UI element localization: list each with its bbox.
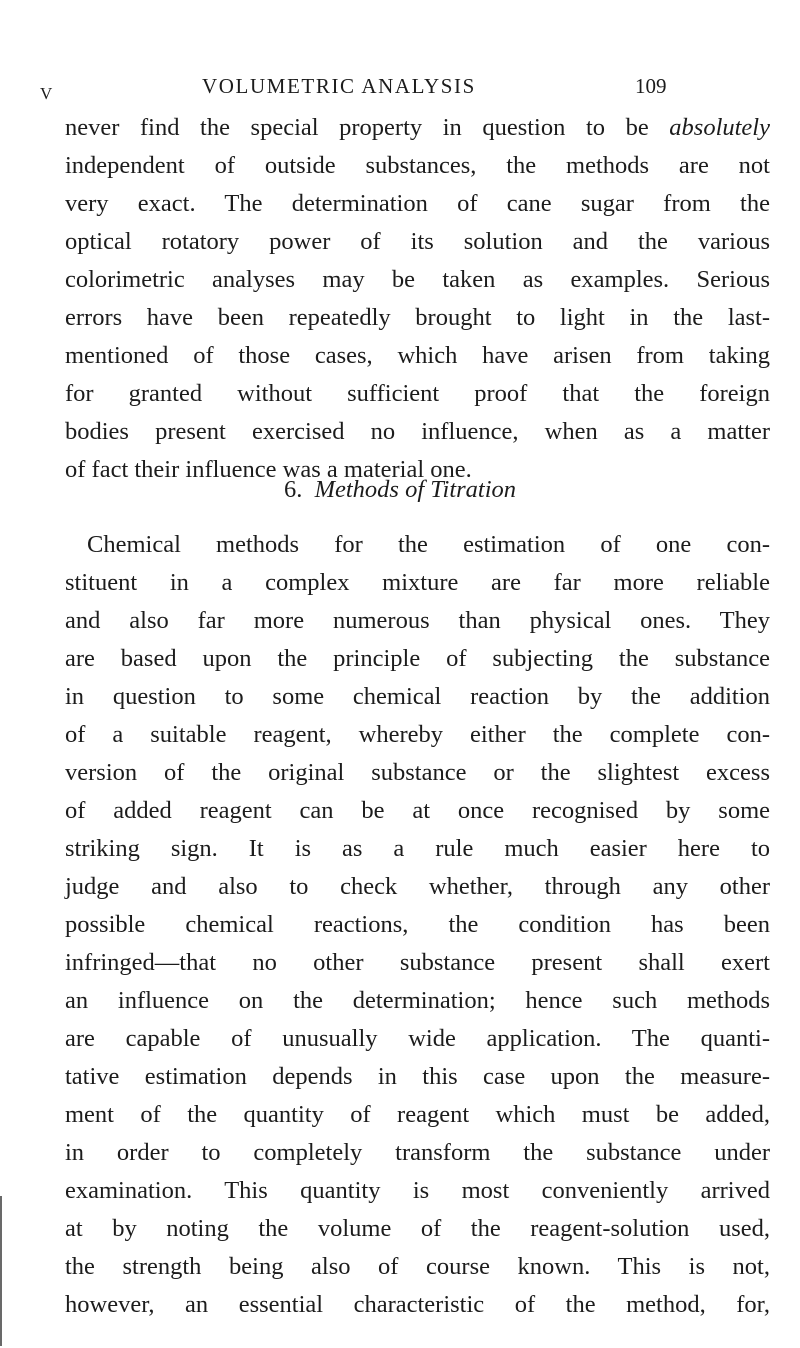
text-line: bodies present exercised no influence, when as a matter (65, 418, 770, 445)
text-line: however, an essential characteristic of the method, for, (65, 1291, 770, 1318)
text-line: and also far more numerous than physical ones. They (65, 607, 770, 634)
text-line: colorimetric analyses may be taken as examples. Serious (65, 266, 770, 293)
text-line: optical rotatory power of its solution and the various (65, 228, 770, 255)
text-line: independent of outside substances, the methods are not (65, 152, 770, 179)
text-line: of added reagent can be at once recognised by some (65, 797, 770, 824)
text-line: are based upon the principle of subjecting the substance (65, 645, 770, 672)
text-line: are capable of unusually wide application. The quanti- (65, 1025, 770, 1052)
text-line: mentioned of those cases, which have arisen from taking (65, 342, 770, 369)
text-line: stituent in a complex mixture are far more reliable (65, 569, 770, 596)
text-line: striking sign. It is as a rule much easier here to (65, 835, 770, 862)
text-line: of fact their influence was a material one. (65, 456, 472, 483)
text-line: ment of the quantity of reagent which must be added, (65, 1101, 770, 1128)
text-line: tative estimation depends in this case upon the measure- (65, 1063, 770, 1090)
text-line: never find the special property in question to be absolutely (65, 114, 770, 141)
section-number: 6. (283, 476, 303, 503)
text-line: examination. This quantity is most conveniently arrived (65, 1177, 770, 1204)
text-line: the strength being also of course known. This is not, (65, 1253, 770, 1280)
chapter-numeral: V (40, 84, 53, 103)
text-line: errors have been repeatedly brought to light in the last- (65, 304, 770, 331)
text-line: in order to completely transform the substance under (65, 1139, 770, 1166)
text-line: at by noting the volume of the reagent-solution used, (65, 1215, 770, 1242)
text-line: very exact. The determination of cane sugar from the (65, 190, 770, 217)
text-line: of a suitable reagent, whereby either the complete con- (65, 721, 770, 748)
section-heading (0, 475, 800, 505)
page-number: 109 (635, 74, 667, 98)
text-line: for granted without sufficient proof that the foreign (65, 380, 770, 407)
text-line: version of the original substance or the slightest excess (65, 759, 770, 786)
text-line: in question to some chemical reaction by the addition (65, 683, 770, 710)
text-line: possible chemical reactions, the condition has been (65, 911, 770, 938)
section-title: Methods of Titration (314, 476, 517, 503)
text-line: judge and also to check whether, through any other (65, 873, 770, 900)
running-title: VOLUMETRIC ANALYSIS (202, 74, 476, 98)
running-head (0, 74, 800, 104)
page-edge-shadow (0, 1196, 2, 1346)
text-line: infringed—that no other substance present shall exert (65, 949, 770, 976)
emphasis-absolutely: absolutely (669, 114, 770, 141)
text-line: an influence on the determination; hence such methods (65, 987, 770, 1014)
text-line: Chemical methods for the estimation of one con- (87, 531, 770, 558)
